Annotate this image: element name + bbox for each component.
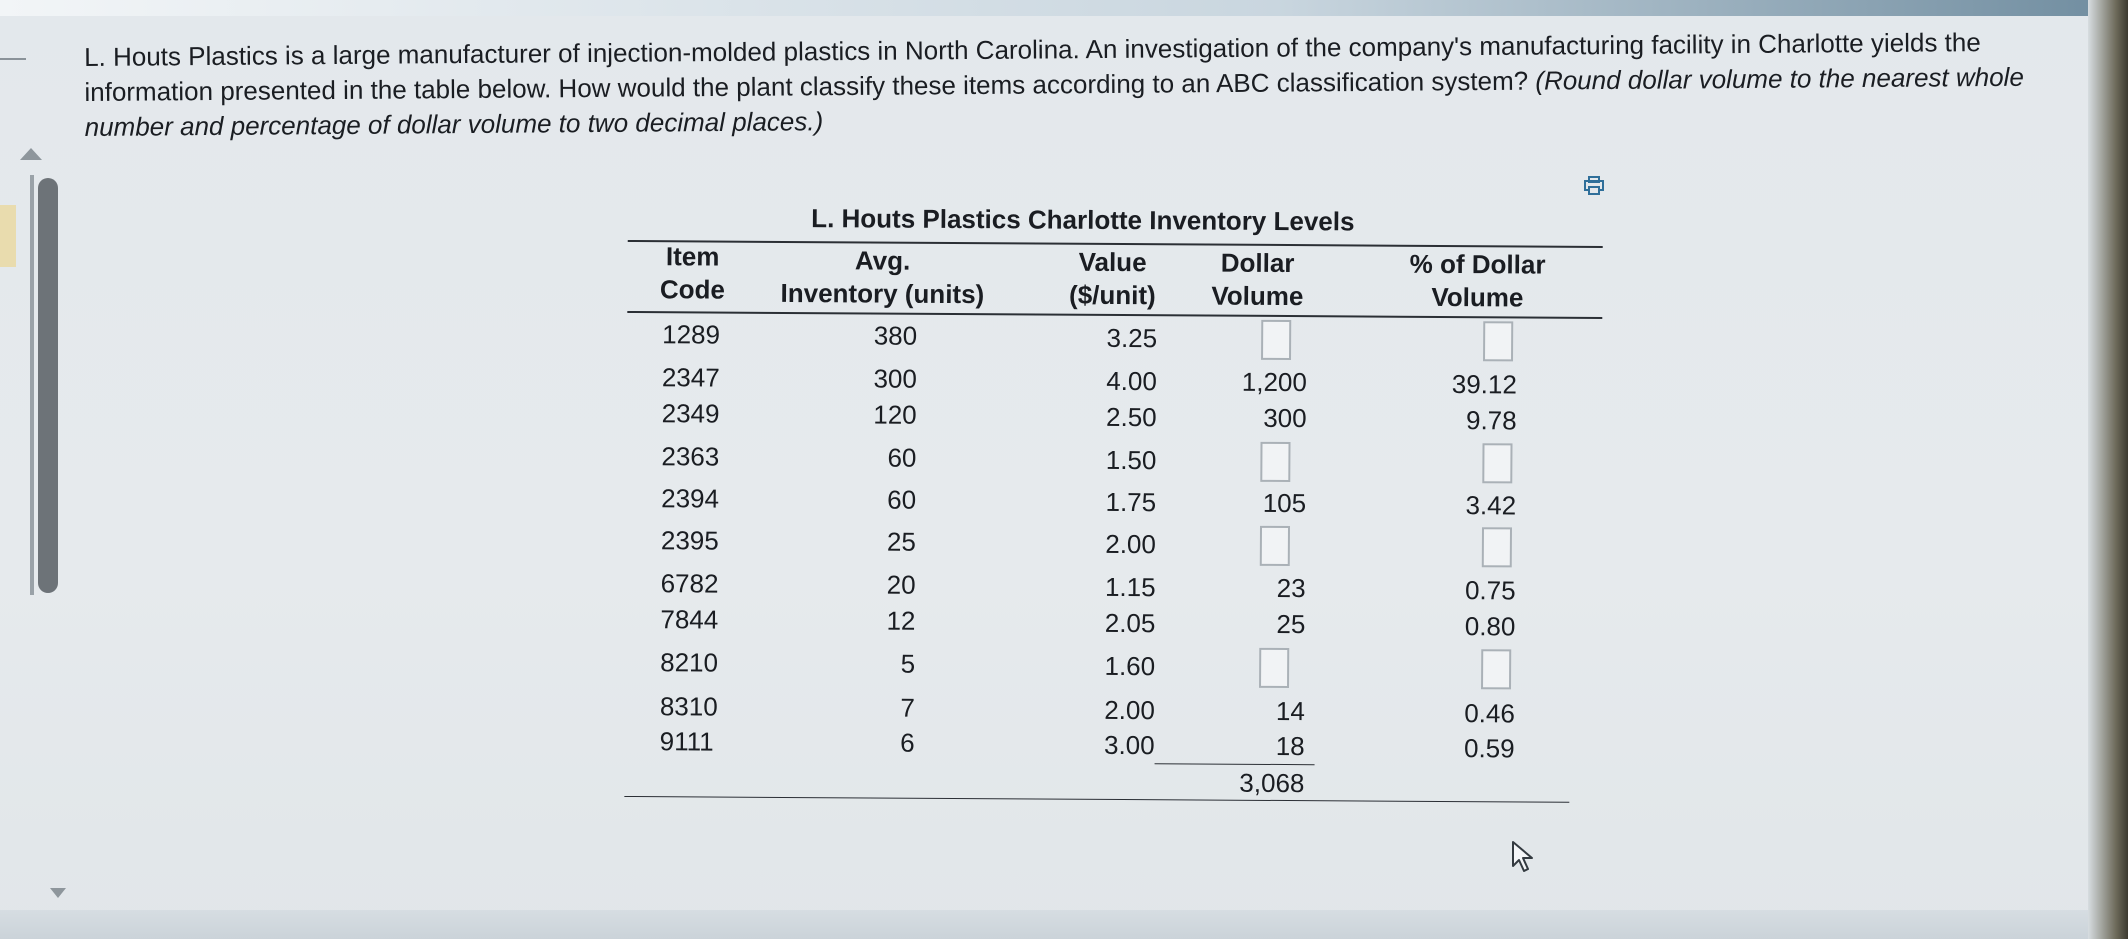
header-dollar-volume [1187,246,1327,313]
sidebar-highlight [0,205,16,267]
cell-item-code: 6782 [660,568,719,599]
header-avg-line1: Avg. [854,245,911,276]
cell-pct-dollar-volume: 9.78 [1465,405,1517,436]
right-screen-edge [2088,0,2128,939]
cell-avg-inventory: 7 [900,692,915,723]
cell-value: 3.25 [1106,322,1158,354]
bottom-band [0,910,2128,939]
cell-dollar-volume: 105 [1262,487,1307,519]
cell-avg-inventory: 12 [886,605,916,636]
mouse-pointer-icon [1510,840,1538,874]
scroll-track[interactable] [30,175,34,595]
cell-value: 1.50 [1105,444,1157,476]
cell-value: 1.60 [1104,650,1156,682]
cell-avg-inventory: 5 [900,648,916,679]
scrollbar-thumb[interactable] [38,178,58,593]
table-title: L. Houts Plastics Charlotte Inventory Levels [811,203,1355,237]
cell-pct-dollar-volume: 0.59 [1463,733,1515,764]
table-bottom-rule [624,796,1569,803]
total-rule [1155,763,1315,765]
cell-avg-inventory: 120 [873,399,917,430]
cell-item-code: 8210 [660,647,719,678]
cell-item-code: 2395 [660,525,719,556]
cell-item-code: 7844 [660,604,719,635]
cell-avg-inventory: 20 [886,569,916,600]
dollar-volume-input[interactable] [1260,442,1290,482]
dollar-volume-input[interactable] [1259,648,1289,688]
question-hint: (Round dollar volume to the nearest whole number and percentage of dollar volume to two decimal places.) [84,61,2024,142]
header-item-code-line2: Code [659,274,726,305]
question-body: L. Houts Plastics is a large manufacturer of injection-molded plastics in North Carolina. An investigation of the company's manufacturing facility in Charlotte yields the information presented in the table below. How would the plant classify these items according to an ABC classification system? [84,27,1981,107]
header-value-line1: Value [1078,246,1147,278]
header-avg-inventory [767,244,997,311]
header-value [1042,246,1182,313]
cell-avg-inventory: 6 [900,727,915,758]
header-pct-dollar-volume [1387,248,1567,315]
cell-item-code: 2349 [661,398,720,429]
cell-value: 1.75 [1105,486,1157,518]
header-dollar-line1: Dollar [1220,247,1295,279]
pct-dollar-volume-input[interactable] [1482,527,1512,567]
total-dollar-volume: 3,068 [1239,767,1305,799]
cell-item-code: 2363 [661,441,720,472]
cell-value: 3.00 [1103,729,1155,761]
pct-dollar-volume-input[interactable] [1482,443,1512,483]
header-value-line2: ($/unit) [1068,279,1156,311]
pct-dollar-volume-input[interactable] [1481,649,1511,689]
cell-item-code: 8310 [659,691,718,722]
top-window-edge [0,0,2128,16]
cell-dollar-volume: 18 [1275,730,1305,762]
cell-pct-dollar-volume: 39.12 [1451,369,1517,400]
dollar-volume-input[interactable] [1261,320,1291,360]
cell-avg-inventory: 25 [886,526,916,557]
cell-pct-dollar-volume: 0.75 [1464,575,1516,606]
header-item-code-line1: Item [665,241,720,272]
header-avg-line2: Inventory (units) [780,277,985,310]
dollar-volume-input[interactable] [1260,526,1290,566]
cell-item-code: 2394 [661,483,720,514]
header-pct-line2: Volume [1431,281,1524,313]
cell-value: 2.50 [1105,401,1157,433]
cell-value: 2.00 [1105,528,1156,560]
cell-value: 2.05 [1104,607,1156,639]
cell-dollar-volume: 300 [1263,402,1307,434]
cell-pct-dollar-volume: 3.42 [1465,490,1517,521]
print-icon[interactable] [1583,176,1605,196]
cell-avg-inventory: 300 [873,363,917,394]
header-item-code [627,240,757,307]
header-dollar-line2: Volume [1211,280,1304,312]
cell-value: 2.00 [1104,694,1155,726]
cell-dollar-volume: 25 [1276,608,1306,640]
cell-item-code: 9111 [659,726,714,757]
cell-avg-inventory: 60 [887,484,917,515]
cell-dollar-volume: 14 [1275,695,1305,727]
cell-dollar-volume: 23 [1276,572,1306,604]
cell-pct-dollar-volume: 0.80 [1464,611,1516,642]
pct-dollar-volume-input[interactable] [1483,321,1513,361]
question-text [84,24,2075,145]
scroll-down-arrow-icon[interactable] [50,888,66,898]
cell-dollar-volume: 1,200 [1241,366,1307,398]
left-dash [0,58,26,60]
cell-avg-inventory: 60 [887,442,917,473]
header-pct-line1: % of Dollar [1409,248,1546,280]
scroll-up-arrow-icon[interactable] [20,148,42,160]
cell-value: 4.00 [1106,365,1157,397]
cell-pct-dollar-volume: 0.46 [1464,698,1515,729]
inventory-table [624,198,1603,814]
cell-item-code: 2347 [661,362,720,393]
cell-value: 1.15 [1104,571,1156,603]
cell-item-code: 1289 [662,319,721,350]
cell-avg-inventory: 380 [873,320,918,351]
